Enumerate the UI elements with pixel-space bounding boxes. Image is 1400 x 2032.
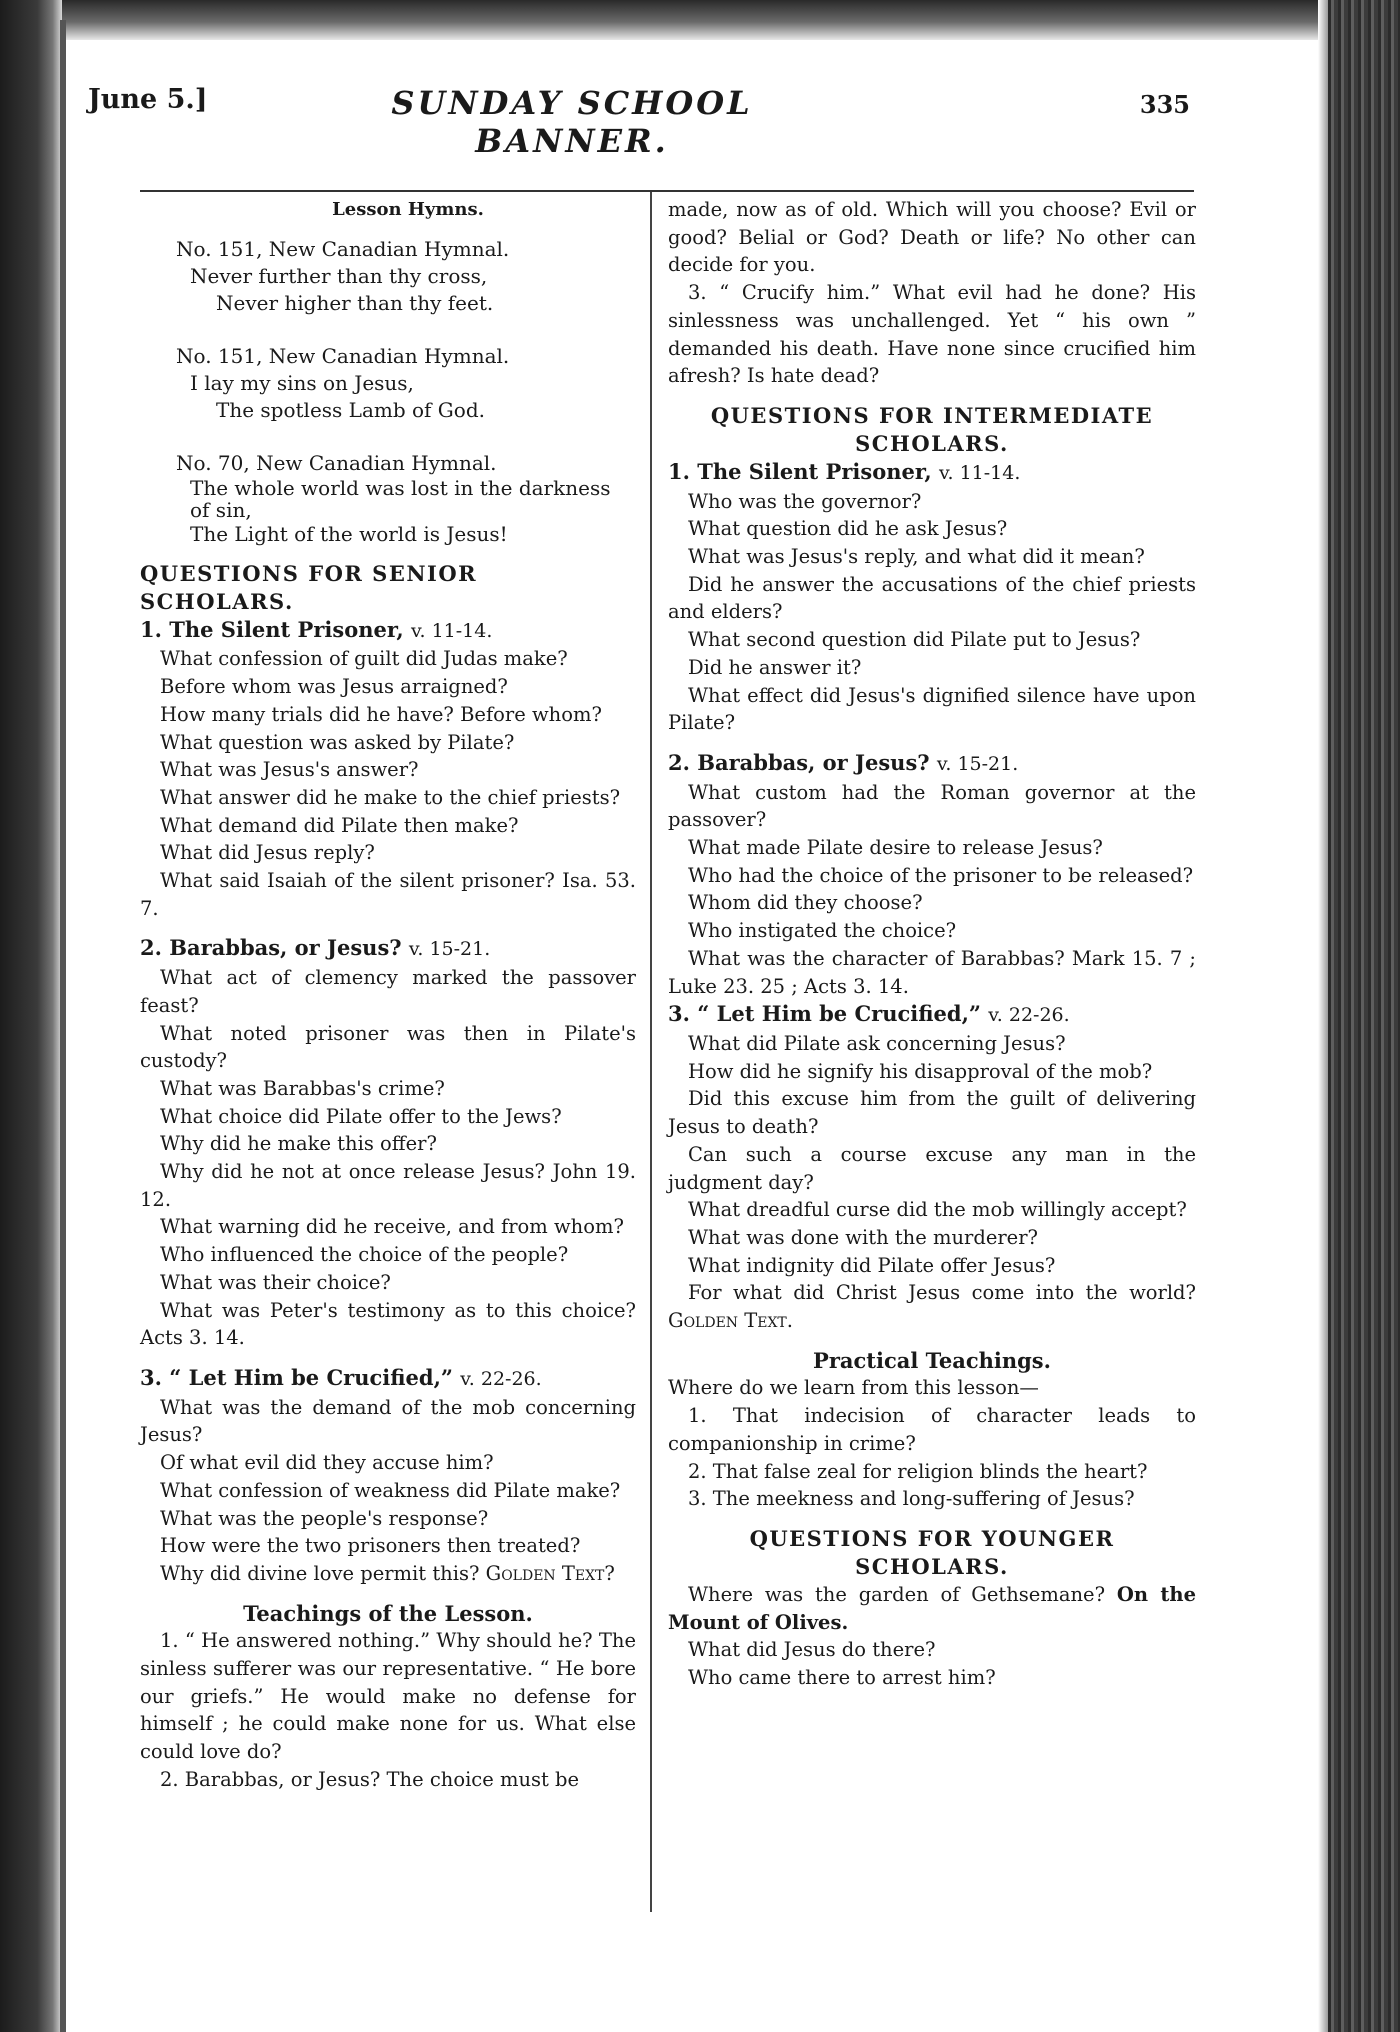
question: What choice did Pilate offer to the Jews? xyxy=(160,1104,562,1128)
verse-ref: v. 22-26. xyxy=(988,1004,1070,1027)
book-page-edges xyxy=(1328,0,1400,2032)
answer-text: On the Mount of Olives. xyxy=(668,1582,1197,1634)
question-text: For what did Christ Jesus come into the world? xyxy=(688,1281,1196,1305)
page-number: 335 xyxy=(1139,90,1190,119)
question: What question was asked by Pilate? xyxy=(160,730,515,754)
senior-questions-title: QUESTIONS FOR SENIOR SCHOLARS. xyxy=(140,560,478,614)
question: Who was the governor? xyxy=(688,489,922,513)
question: What was the people's response? xyxy=(160,1506,489,1530)
question: What was Jesus's answer? xyxy=(160,758,419,782)
intermediate-questions-title-line2: SCHOLARS. xyxy=(855,430,1009,456)
section-heading xyxy=(140,934,636,964)
question: Who had the choice of the prisoner to be released? xyxy=(688,863,1194,887)
verse-ref: v. 11-14. xyxy=(939,461,1021,484)
question: What did Jesus reply? xyxy=(160,841,375,865)
page-right-shade xyxy=(1318,0,1328,2032)
question: What confession of weakness did Pilate make? xyxy=(160,1478,621,1502)
teaching-paragraph-continued: made, now as of old. Which will you choose? Evil or good? Belial or God? Death or life? No other can decide for you. xyxy=(668,198,1196,277)
question: What answer did he make to the chief priests? xyxy=(160,785,621,809)
hymn-2 xyxy=(140,343,636,424)
question: Before whom was Jesus arraigned? xyxy=(160,675,508,699)
question: How many trials did he have? Before whom? xyxy=(160,702,602,726)
question: Did he answer it? xyxy=(688,655,862,679)
section-title: 2. Barabbas, or Jesus? xyxy=(668,749,930,775)
hymn-ref: No. 70, New Canadian Hymnal. xyxy=(176,450,497,475)
question-text: Where was the garden of Gethsemane? xyxy=(688,1582,1106,1606)
golden-text-ref: Golden Text. xyxy=(668,1309,793,1333)
question: What was done with the murderer? xyxy=(688,1225,1038,1249)
teachings-title: Teachings of the Lesson. xyxy=(243,1600,533,1626)
intermediate-questions-title: QUESTIONS FOR INTERMEDIATE xyxy=(710,402,1154,428)
hymns-title: Lesson Hymns. xyxy=(332,199,484,220)
question: What indignity did Pilate offer Jesus? xyxy=(688,1253,1056,1277)
section-heading xyxy=(140,1364,636,1394)
section-title: 3. “ Let Him be Crucified,” xyxy=(140,1364,453,1390)
hymn-line: I lay my sins on Jesus, xyxy=(190,370,414,395)
question: What was Barabbas's crime? xyxy=(160,1076,445,1100)
page-top-edge xyxy=(62,0,1332,40)
column-divider xyxy=(650,192,652,1912)
hymn-3 xyxy=(140,450,636,548)
question: What act of clemency marked the passover feast? xyxy=(140,966,636,1017)
right-column xyxy=(668,196,1196,1692)
question: What made Pilate desire to release Jesus? xyxy=(688,836,1103,860)
question: What dreadful curse did the mob willingly accept? xyxy=(688,1198,1187,1222)
section-heading xyxy=(668,1000,1196,1030)
question: What was Peter's testimony as to this choice? Acts 3. 14. xyxy=(140,1298,636,1350)
question xyxy=(668,1279,1196,1334)
teaching-paragraph: 3. “ Crucify him.” What evil had he done? His sinlessness was unchallenged. Yet “ his own ” demanded his death. Have none since crucified him afresh? Is hate dead? xyxy=(668,281,1196,388)
younger-questions-title-line2: SCHOLARS. xyxy=(855,1553,1009,1579)
question: What noted prisoner was then in Pilate's custody? xyxy=(140,1021,636,1073)
question: What question did he ask Jesus? xyxy=(688,517,1008,541)
hymn-1 xyxy=(140,236,636,317)
question: What confession of guilt did Judas make? xyxy=(160,647,568,671)
question: Why did he make this offer? xyxy=(160,1132,437,1156)
question: Who instigated the choice? xyxy=(688,919,957,943)
section-title: 2. Barabbas, or Jesus? xyxy=(140,935,402,961)
hymn-line: Never further than thy cross, xyxy=(190,263,488,288)
question: Can such a course excuse any man in the judgment day? xyxy=(668,1142,1196,1194)
hymn-line: Never higher than thy feet. xyxy=(216,290,494,315)
hymn-line: The spotless Lamb of God. xyxy=(216,397,485,422)
page-left-border xyxy=(60,20,66,2032)
header-rule xyxy=(140,190,1194,192)
question: How were the two prisoners then treated? xyxy=(160,1534,581,1558)
practical-item: 3. The meekness and long-suffering of Jesus? xyxy=(688,1487,1135,1511)
question: What effect did Jesus's dignified silence have upon Pilate? xyxy=(668,683,1196,735)
section-heading xyxy=(140,616,636,646)
section-title: 3. “ Let Him be Crucified,” xyxy=(668,1001,981,1027)
question: Who influenced the choice of the people? xyxy=(160,1243,569,1267)
question: What was Jesus's reply, and what did it mean? xyxy=(688,545,1145,569)
book-spine-shadow xyxy=(0,0,62,2032)
question xyxy=(668,1581,1196,1636)
younger-questions-title: QUESTIONS FOR YOUNGER xyxy=(749,1525,1115,1551)
verse-ref: v. 11-14. xyxy=(411,619,493,642)
question: What warning did he receive, and from whom? xyxy=(160,1215,624,1239)
question: What did Pilate ask concerning Jesus? xyxy=(688,1031,1066,1055)
section-title: 1. The Silent Prisoner, xyxy=(140,616,404,642)
question: Who came there to arrest him? xyxy=(688,1666,996,1690)
hymn-ref: No. 151, New Canadian Hymnal. xyxy=(176,343,510,368)
section-title: 1. The Silent Prisoner, xyxy=(668,458,932,484)
practical-teachings-title: Practical Teachings. xyxy=(813,1347,1051,1373)
section-heading xyxy=(668,458,1196,488)
verse-ref: v. 15-21. xyxy=(936,752,1019,775)
left-column xyxy=(140,196,636,1794)
question xyxy=(140,1560,636,1588)
question: What was the character of Barabbas? Mark 15. 7 ; Luke 23. 25 ; Acts 3. 14. xyxy=(668,946,1196,998)
question: What did Jesus do there? xyxy=(688,1638,936,1662)
hymn-ref: No. 151, New Canadian Hymnal. xyxy=(176,236,510,261)
question: Why did he not at once release Jesus? John 19. 12. xyxy=(140,1160,636,1211)
question: Did this excuse him from the guilt of delivering Jesus to death? xyxy=(668,1087,1196,1139)
question: What said Isaiah of the silent prisoner? Isa. 53. 7. xyxy=(140,869,636,920)
running-header xyxy=(88,84,1208,160)
teaching-paragraph: 1. “ He answered nothing.” Why should he? The sinless sufferer was our representative. “ He bore our griefs.” He would make no defense for himself ; he could make none for us. What else could love do? xyxy=(140,1629,636,1764)
teaching-paragraph: 2. Barabbas, or Jesus? The choice must be xyxy=(160,1767,580,1791)
practical-item: 1. That indecision of character leads to companionship in crime? xyxy=(668,1404,1196,1455)
verse-ref: v. 15-21. xyxy=(408,938,491,961)
hymn-line: The whole world was lost in the darkness of sin, xyxy=(190,475,611,522)
question-text: Why did divine love permit this? xyxy=(160,1561,480,1585)
question: What second question did Pilate put to Jesus? xyxy=(688,628,1141,652)
hymn-line: The Light of the world is Jesus! xyxy=(190,521,508,546)
practical-item: 2. That false zeal for religion blinds the heart? xyxy=(688,1459,1148,1483)
section-heading xyxy=(668,749,1196,779)
practical-intro: Where do we learn from this lesson— xyxy=(668,1376,1039,1400)
golden-text-ref: Golden Text? xyxy=(485,1561,615,1585)
verse-ref: v. 22-26. xyxy=(460,1367,542,1390)
question: What custom had the Roman governor at the passover? xyxy=(668,780,1196,832)
question: Whom did they choose? xyxy=(688,891,923,915)
header-title: SUNDAY SCHOOL BANNER. xyxy=(391,84,753,160)
question: How did he signify his disapproval of the mob? xyxy=(688,1059,1153,1083)
question: What was the demand of the mob concerning Jesus? xyxy=(140,1395,636,1447)
question: Of what evil did they accuse him? xyxy=(160,1451,494,1475)
question: What demand did Pilate then make? xyxy=(160,813,519,837)
question: Did he answer the accusations of the chief priests and elders? xyxy=(668,572,1196,624)
header-date: June 5.] xyxy=(88,84,208,115)
question: What was their choice? xyxy=(160,1270,391,1294)
